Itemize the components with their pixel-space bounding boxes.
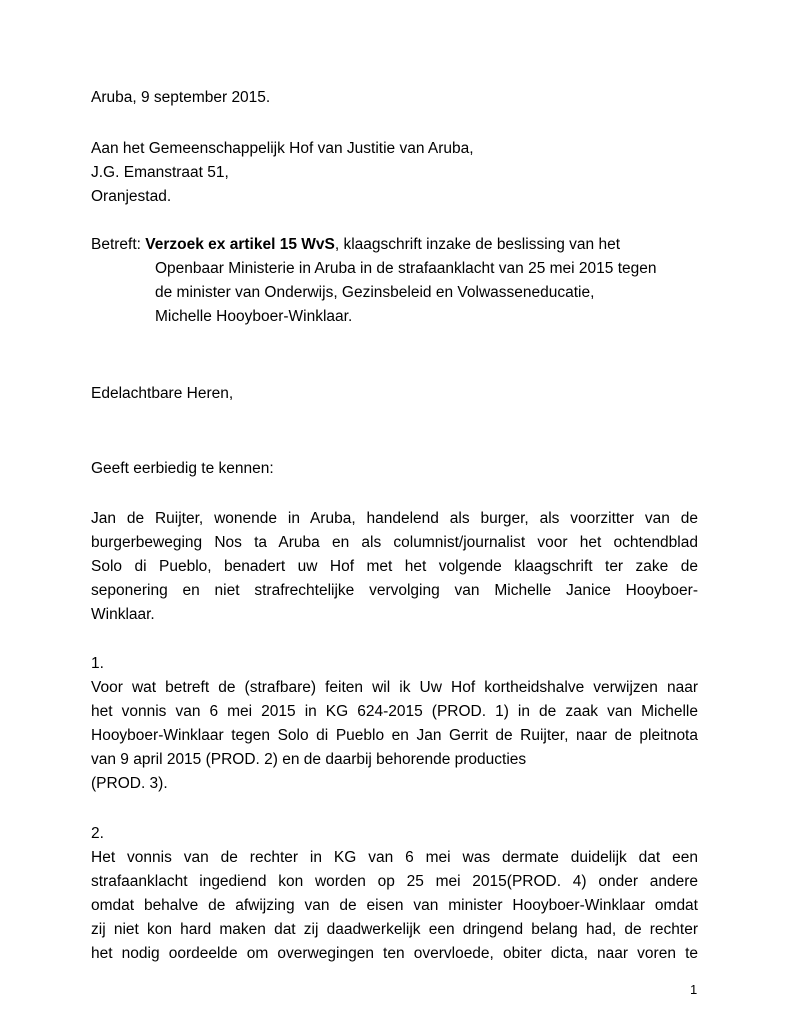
- para1-line-4: seponering en niet strafrechtelijke vervolging van Michelle Janice Hooyboer-: [91, 582, 698, 599]
- subject-line-2: Openbaar Ministerie in Aruba in de strafaanklacht van 25 mei 2015 tegen: [155, 260, 657, 277]
- section2-line-2: strafaanklacht ingediend kon worden op 25 mei 2015(PROD. 4) onder andere: [91, 873, 698, 890]
- section1-line-4: van 9 april 2015 (PROD. 2) en de daarbij behorende producties: [91, 751, 527, 768]
- subject-line-1: [91, 233, 620, 257]
- section2-line-1: Het vonnis van de rechter in KG van 6 mei was dermate duidelijk dat een: [91, 849, 698, 866]
- section1-line-1: Voor wat betreft de (strafbare) feiten wil ik Uw Hof kortheidshalve verwijzen naar: [91, 679, 698, 696]
- page-number: 1: [690, 982, 698, 997]
- address-line-1: Aan het Gemeenschappelijk Hof van Justitie van Aruba,: [91, 140, 474, 157]
- section2-line-4: zij niet kon hard maken dat zij daadwerkelijk een dringend belang had, de rechter: [91, 921, 698, 938]
- para1-line-1: Jan de Ruijter, wonende in Aruba, handelend als burger, als voorzitter van de: [91, 510, 698, 527]
- subject-bold: Verzoek ex artikel 15 WvS: [145, 236, 335, 253]
- para1-line-5: Winklaar.: [91, 606, 155, 623]
- subject-line-3: de minister van Onderwijs, Gezinsbeleid en Volwasseneducatie,: [155, 284, 595, 301]
- subject-line-4: Michelle Hooyboer-Winklaar.: [155, 308, 353, 325]
- section2-line-3: omdat behalve de afwijzing van de eisen van minister Hooyboer-Winklaar omdat: [91, 897, 698, 914]
- address-line-3: Oranjestad.: [91, 188, 172, 205]
- date-line: Aruba, 9 september 2015.: [91, 89, 271, 106]
- section2-number: 2.: [91, 825, 104, 842]
- section1-line-5: (PROD. 3).: [91, 775, 168, 792]
- address-line-2: J.G. Emanstraat 51,: [91, 164, 229, 181]
- section2-line-5: het nodig oordeelde om overwegingen ten overvloede, obiter dicta, naar voren te: [91, 945, 698, 962]
- section1-number: 1.: [91, 655, 104, 672]
- subject-label: Betreft:: [91, 236, 146, 253]
- section1-line-3: Hooyboer-Winklaar tegen Solo di Pueblo en Jan Gerrit de Ruijter, naar de pleitnota: [91, 727, 698, 744]
- para1-line-2: burgerbeweging Nos ta Aruba en als columnist/journalist voor het ochtendblad: [91, 534, 698, 551]
- section1-line-2: het vonnis van 6 mei 2015 in KG 624-2015 (PROD. 1) in de zaak van Michelle: [91, 703, 698, 720]
- intro: Geeft eerbiedig te kennen:: [91, 460, 274, 477]
- subject-rest: , klaagschrift inzake de beslissing van het: [334, 236, 621, 253]
- para1-line-3: Solo di Pueblo, benadert uw Hof met het volgende klaagschrift ter zake de: [91, 558, 698, 575]
- salutation: Edelachtbare Heren,: [91, 385, 234, 402]
